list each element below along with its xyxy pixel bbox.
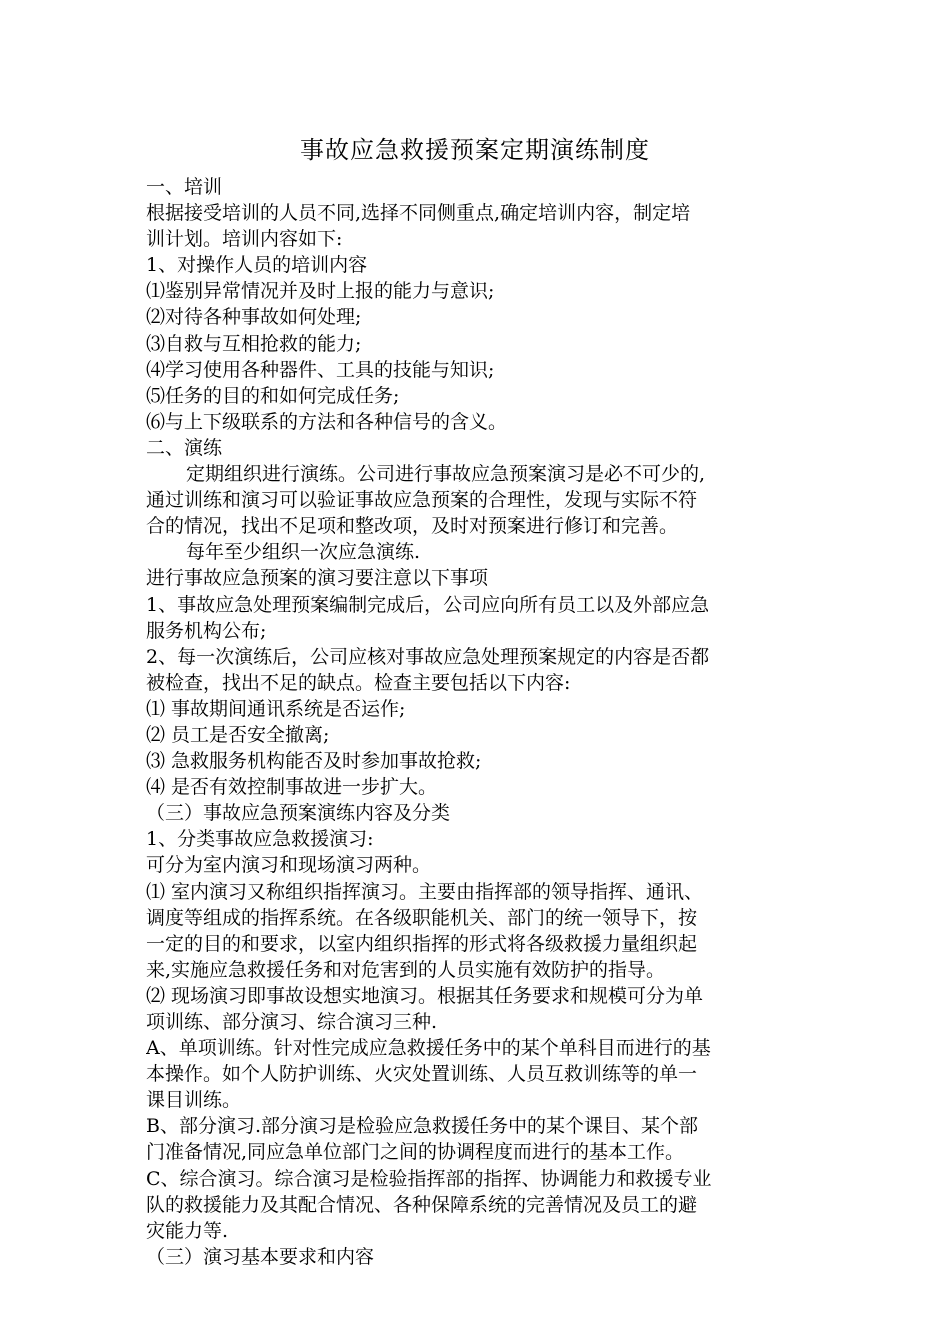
text-line: （三）事故应急预案演练内容及分类 — [146, 802, 451, 825]
document-body — [146, 174, 810, 1270]
text-line: 项训练、部分演习、综合演习三种. — [146, 1011, 438, 1033]
text-line: ⑸任务的目的和如何完成任务; — [146, 384, 400, 407]
text-line: ⑶ 急救服务机构能否及时参加事故抢救; — [146, 750, 482, 773]
text-line: 训计划。培训内容如下: — [146, 228, 343, 251]
text-line: 服务机构公布; — [146, 619, 267, 642]
text-line: B、部分演习.部分演习是检验应急救援任务中的某个课目、某个部 — [146, 1115, 699, 1138]
text-line: 1、事故应急处理预案编制完成后，公司应向所有员工以及外部应急 — [146, 593, 710, 616]
text-line: ⑴ 事故期间通讯系统是否运作; — [146, 697, 406, 720]
text-line: 进行事故应急预案的演习要注意以下事项 — [146, 567, 489, 590]
text-line: 1、分类事故应急救援演习: — [146, 828, 374, 851]
text-line: 一、培训 — [146, 176, 223, 198]
text-line: 队的救援能力及其配合情况、各种保障系统的完善情况及员工的避 — [146, 1193, 698, 1216]
text-line: C、综合演习。综合演习是检验指挥部的指挥、协调能力和救援专业 — [146, 1167, 712, 1190]
text-line: 灾能力等. — [146, 1219, 229, 1242]
text-line: ⑵ 现场演习即事故设想实地演习。根据其任务要求和规模可分为单 — [146, 984, 704, 1007]
text-line: ⑵对待各种事故如何处理; — [146, 306, 362, 329]
text-line: 门准备情况,同应急单位部门之间的协调程度而进行的基本工作。 — [146, 1141, 685, 1164]
document-title: 事故应急救援预案定期演练制度 — [300, 136, 650, 164]
text-line: 根据接受培训的人员不同,选择不同侧重点,确定培训内容，制定培 — [146, 202, 691, 225]
text-line: ⑴鉴别异常情况并及时上报的能力与意识; — [146, 280, 495, 303]
text-line: ⑷ 是否有效控制事故进一步扩大。 — [146, 776, 438, 799]
text-line: 定期组织进行演练。公司进行事故应急预案演习是必不可少的, — [186, 463, 706, 486]
text-line: 一定的目的和要求，以室内组织指挥的形式将各级救援力量组织起 — [146, 932, 698, 955]
text-line: 本操作。如个人防护训练、火灾处置训练、人员互救训练等的单一 — [146, 1063, 698, 1086]
text-line: 1、对操作人员的培训内容 — [146, 254, 368, 277]
text-line: （三）演习基本要求和内容 — [146, 1245, 375, 1268]
text-line: ⑴ 室内演习又称组织指挥演习。主要由指挥部的领导指挥、通讯、 — [146, 880, 704, 903]
text-line: ⑶自救与互相抢救的能力; — [146, 332, 362, 355]
text-line: 可分为室内演习和现场演习两种。 — [146, 854, 432, 877]
text-line: 合的情况，找出不足项和整改项，及时对预案进行修订和完善。 — [146, 515, 679, 538]
text-line: 2、每一次演练后，公司应核对事故应急处理预案规定的内容是否都 — [146, 645, 710, 668]
text-line: 二、演练 — [146, 436, 223, 459]
text-line: 课目训练。 — [146, 1089, 242, 1112]
text-line: 调度等组成的指挥系统。在各级职能机关、部门的统一领导下，按 — [146, 906, 698, 929]
text-line: 来,实施应急救援任务和对危害到的人员实施有效防护的指导。 — [146, 958, 666, 981]
text-line: 被检查，找出不足的缺点。检查主要包括以下内容: — [146, 671, 571, 694]
text-line: ⑹与上下级联系的方法和各种信号的含义。 — [146, 410, 508, 433]
text-line: 每年至少组织一次应急演练. — [186, 541, 421, 564]
text-line: 通过训练和演习可以验证事故应急预案的合理性，发现与实际不符 — [146, 489, 698, 512]
text-line: ⑵ 员工是否安全撤离; — [146, 723, 330, 746]
text-line: A、单项训练。针对性完成应急救援任务中的某个单科目而进行的基 — [146, 1037, 711, 1060]
text-line: ⑷学习使用各种器件、工具的技能与知识; — [146, 358, 495, 381]
